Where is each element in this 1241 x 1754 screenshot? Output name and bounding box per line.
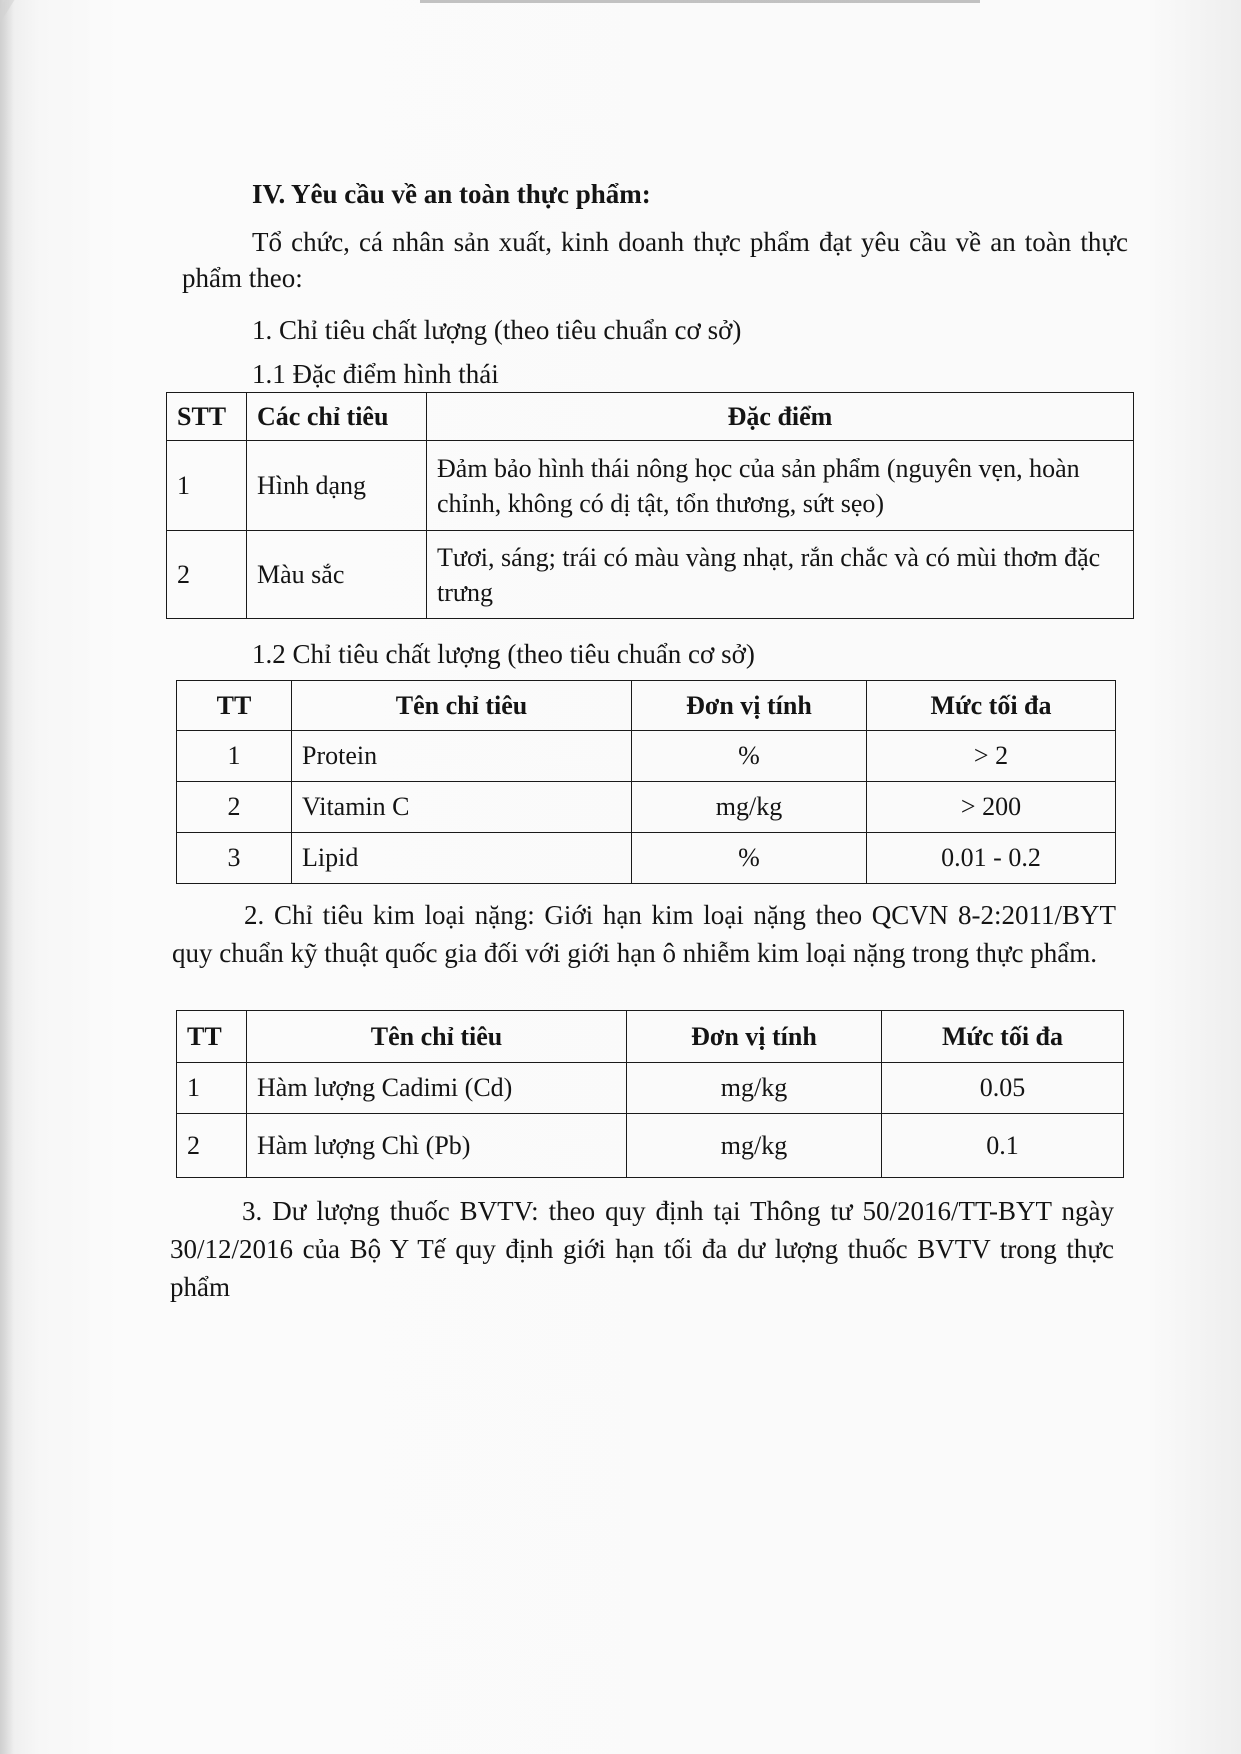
table-header-row — [177, 681, 1116, 731]
cell-no: 1 — [167, 441, 247, 531]
item-1-title: 1. Chỉ tiêu chất lượng (theo tiêu chuẩn cơ sở) — [252, 315, 742, 345]
cell-max: 0.01 - 0.2 — [867, 833, 1116, 884]
cell-max: 0.05 — [882, 1063, 1124, 1114]
cell-no: 1 — [177, 1063, 247, 1114]
header-name: Tên chỉ tiêu — [292, 681, 632, 731]
table-header-row — [167, 393, 1134, 441]
heavy-metal-table — [176, 1010, 1124, 1178]
table-row — [167, 441, 1134, 531]
cell-name: Hàm lượng Cadimi (Cd) — [247, 1063, 627, 1114]
cell-no: 2 — [167, 531, 247, 619]
header-characteristics: Đặc điểm — [427, 393, 1134, 441]
cell-name: Lipid — [292, 833, 632, 884]
cell-unit: mg/kg — [632, 782, 867, 833]
item-1-1-title: 1.1 Đặc điểm hình thái — [252, 359, 499, 389]
cell-max: 0.1 — [882, 1114, 1124, 1178]
header-stt: STT — [167, 393, 247, 441]
cell-name: Protein — [292, 731, 632, 782]
table-row — [177, 833, 1116, 884]
cell-no: 3 — [177, 833, 292, 884]
cell-name: Vitamin C — [292, 782, 632, 833]
item-3-paragraph: 3. Dư lượng thuốc BVTV: theo quy định tại Thông tư 50/2016/TT-BYT ngày 30/12/2016 của Bộ Y Tế quy định giới hạn tối đa dư lượng thuốc BVTV trong thực phẩm — [170, 1196, 1114, 1302]
header-criteria: Các chỉ tiêu — [247, 393, 427, 441]
cell-name: Hình dạng — [247, 441, 427, 531]
cell-unit: % — [632, 833, 867, 884]
table-header-row — [177, 1011, 1124, 1063]
cell-no: 1 — [177, 731, 292, 782]
cell-unit: % — [632, 731, 867, 782]
cell-unit: mg/kg — [627, 1114, 882, 1178]
table-row — [177, 731, 1116, 782]
cell-desc: Tươi, sáng; trái có màu vàng nhạt, rắn chắc và có mùi thơm đặc trưng — [427, 531, 1134, 619]
cell-no: 2 — [177, 782, 292, 833]
cell-unit: mg/kg — [627, 1063, 882, 1114]
item-1-2-title: 1.2 Chỉ tiêu chất lượng (theo tiêu chuẩn cơ sở) — [252, 639, 755, 669]
header-tt: TT — [177, 681, 292, 731]
header-tt: TT — [177, 1011, 247, 1063]
header-unit: Đơn vị tính — [632, 681, 867, 731]
table-row — [177, 782, 1116, 833]
item-2-paragraph: 2. Chỉ tiêu kim loại nặng: Giới hạn kim loại nặng theo QCVN 8-2:2011/BYT quy chuẩn kỹ thuật quốc gia đối với giới hạn ô nhiễm kim loại nặng trong thực phẩm. — [172, 900, 1116, 968]
header-name: Tên chỉ tiêu — [247, 1011, 627, 1063]
cell-max: > 2 — [867, 731, 1116, 782]
cell-name: Hàm lượng Chì (Pb) — [247, 1114, 627, 1178]
morphology-table — [166, 392, 1134, 619]
header-max: Mức tối đa — [882, 1011, 1124, 1063]
header-max: Mức tối đa — [867, 681, 1116, 731]
cell-name: Màu sắc — [247, 531, 427, 619]
table-row — [167, 531, 1134, 619]
quality-table — [176, 680, 1116, 884]
section-heading: IV. Yêu cầu về an toàn thực phẩm: — [252, 179, 651, 209]
cell-max: > 200 — [867, 782, 1116, 833]
cell-no: 2 — [177, 1114, 247, 1178]
header-unit: Đơn vị tính — [627, 1011, 882, 1063]
table-row — [177, 1063, 1124, 1114]
table-row — [177, 1114, 1124, 1178]
intro-paragraph: Tổ chức, cá nhân sản xuất, kinh doanh thực phẩm đạt yêu cầu về an toàn thực phẩm theo: — [182, 227, 1128, 293]
cell-desc: Đảm bảo hình thái nông học của sản phẩm (nguyên vẹn, hoàn chỉnh, không có dị tật, tổn thương, sứt sẹo) — [427, 441, 1134, 531]
